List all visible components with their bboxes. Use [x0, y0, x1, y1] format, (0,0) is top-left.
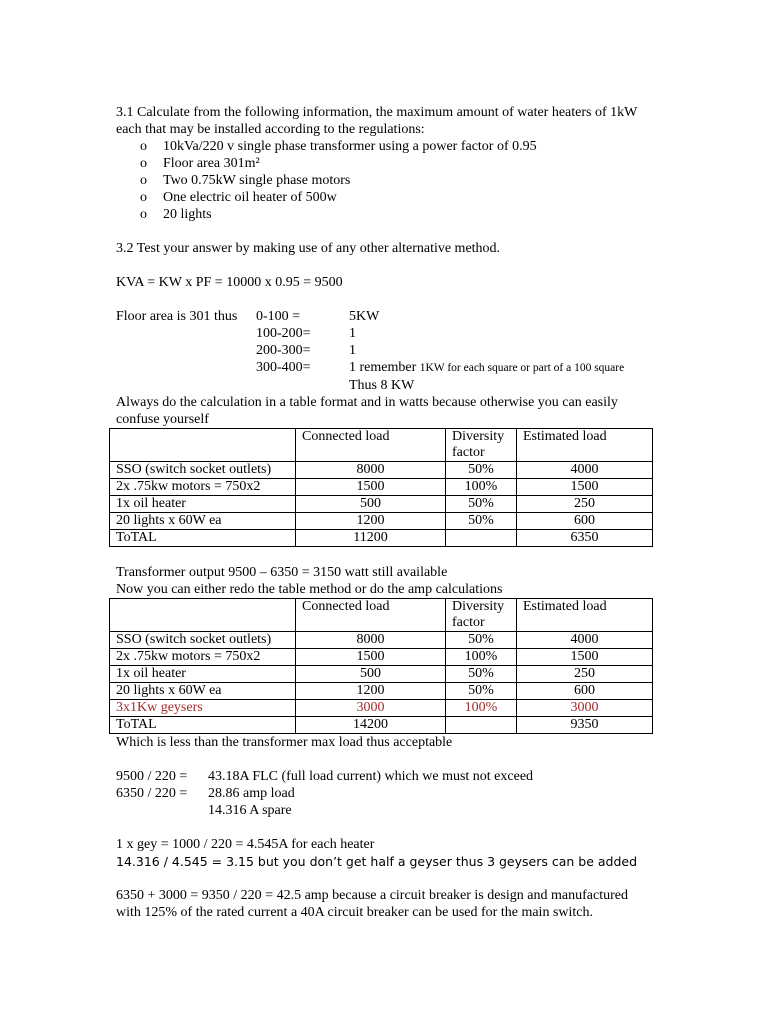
- table-cell: 100%: [446, 649, 517, 666]
- table-row: [110, 666, 653, 683]
- redo-line: Now you can either redo the table method or do the amp calculations: [116, 582, 503, 597]
- amp-equation: [116, 802, 208, 819]
- advice-text: Always do the calculation in a table format and in watts because otherwise you can easily confuse yourself: [116, 395, 618, 427]
- table-row: [110, 649, 653, 666]
- table-cell: 14200: [296, 717, 446, 734]
- table-cell: 50%: [446, 683, 517, 700]
- acceptable-line: Which is less than the transformer max load thus acceptable: [116, 735, 453, 750]
- table-header: Connected load: [296, 599, 446, 632]
- floor-range: 300-400=: [256, 360, 311, 375]
- table-cell: 11200: [296, 530, 446, 547]
- table-cell: 1x oil heater: [110, 496, 296, 513]
- table-cell: 50%: [446, 462, 517, 479]
- floor-kw: 1 remember: [349, 360, 417, 375]
- table-cell: 3x1Kw geysers: [110, 700, 296, 717]
- load-table-1: [109, 428, 653, 547]
- floor-kw: 1: [349, 343, 356, 358]
- list-item: o 10kVa/220 v single phase transformer using a power factor of 0.95: [140, 138, 656, 155]
- load-table-2: [109, 598, 653, 734]
- floor-range: 200-300=: [256, 343, 311, 358]
- table-cell: 500: [296, 496, 446, 513]
- table-header: Diversity factor: [446, 429, 517, 462]
- table-header: [110, 599, 296, 632]
- table-cell: [446, 530, 517, 547]
- list-item: o 20 lights: [140, 206, 656, 223]
- table-cell: 4000: [517, 632, 653, 649]
- list-item: o Floor area 301m²: [140, 155, 656, 172]
- table-header: Connected load: [296, 429, 446, 462]
- table-total-row: [110, 717, 653, 734]
- transformer-output-line: Transformer output 9500 – 6350 = 3150 watt still available: [116, 565, 448, 580]
- table-cell: 6350: [517, 530, 653, 547]
- table-cell: 1x oil heater: [110, 666, 296, 683]
- table-cell: 500: [296, 666, 446, 683]
- floor-note: 1KW for each square or part of a 100 square: [419, 362, 625, 374]
- final-conclusion: 6350 + 3000 = 9350 / 220 = 42.5 amp because a circuit breaker is design and manufactured with 125% of the rated current a 40A circuit breaker can be used for the main switch.: [116, 888, 628, 920]
- table-header: Diversity factor: [446, 599, 517, 632]
- table-cell: 1500: [296, 649, 446, 666]
- table-cell: 1500: [296, 479, 446, 496]
- table-row: [110, 496, 653, 513]
- question-3-1: 3.1 Calculate from the following information, the maximum amount of water heaters of 1kW each that may be installed according to the regulations:: [116, 105, 638, 137]
- table-cell: 50%: [446, 666, 517, 683]
- table-cell: 1200: [296, 513, 446, 530]
- table-cell: ToTAL: [110, 717, 296, 734]
- amp-result: 14.316 A spare: [208, 803, 292, 818]
- table-cell: ToTAL: [110, 530, 296, 547]
- floor-range: 0-100 =: [256, 309, 301, 324]
- table-cell: 20 lights x 60W ea: [110, 513, 296, 530]
- table-cell: [446, 717, 517, 734]
- table-cell: 3000: [517, 700, 653, 717]
- table-cell: SSO (switch socket outlets): [110, 462, 296, 479]
- kva-calculation: KVA = KW x PF = 10000 x 0.95 = 9500: [116, 275, 343, 290]
- table-cell: 600: [517, 683, 653, 700]
- table-cell: 50%: [446, 632, 517, 649]
- table-cell: 20 lights x 60W ea: [110, 683, 296, 700]
- table-cell: 1500: [517, 479, 653, 496]
- table-header: Estimated load: [517, 429, 653, 462]
- floor-kw: 1: [349, 326, 356, 341]
- amp-calculations: [116, 768, 656, 819]
- table-row: [110, 513, 653, 530]
- amp-result: 28.86 amp load: [208, 786, 295, 801]
- table-header: [110, 429, 296, 462]
- table-cell: 100%: [446, 700, 517, 717]
- list-item: o Two 0.75kW single phase motors: [140, 172, 656, 189]
- floor-kw: 5KW: [349, 309, 380, 324]
- table-cell: 8000: [296, 632, 446, 649]
- amp-result: 43.18A FLC (full load current) which we must not exceed: [208, 769, 534, 784]
- table-total-row: [110, 530, 653, 547]
- question-3-2: 3.2 Test your answer by making use of any other alternative method.: [116, 241, 501, 256]
- floor-area-breakdown: [116, 308, 656, 394]
- table-header: Estimated load: [517, 599, 653, 632]
- geyser-row: [110, 700, 653, 717]
- table-header-row: [110, 429, 653, 462]
- table-header-row: [110, 599, 653, 632]
- geyser-current-line: 1 x gey = 1000 / 220 = 4.545A for each heater: [116, 837, 375, 852]
- table-cell: 50%: [446, 496, 517, 513]
- table-cell: 1200: [296, 683, 446, 700]
- table-row: [110, 683, 653, 700]
- given-info-list: [116, 138, 656, 223]
- table-cell: SSO (switch socket outlets): [110, 632, 296, 649]
- table-row: [110, 632, 653, 649]
- table-cell: 50%: [446, 513, 517, 530]
- table-cell: 8000: [296, 462, 446, 479]
- table-cell: 250: [517, 666, 653, 683]
- table-cell: 600: [517, 513, 653, 530]
- table-cell: 2x .75kw motors = 750x2: [110, 479, 296, 496]
- amp-equation: 6350 / 220 =: [116, 786, 188, 801]
- table-row: [110, 479, 653, 496]
- table-cell: 2x .75kw motors = 750x2: [110, 649, 296, 666]
- table-row: [110, 462, 653, 479]
- floor-range: 100-200=: [256, 326, 311, 341]
- document-page: [116, 104, 656, 921]
- table-cell: 3000: [296, 700, 446, 717]
- table-cell: 1500: [517, 649, 653, 666]
- amp-equation: 9500 / 220 =: [116, 769, 188, 784]
- list-item: o One electric oil heater of 500w: [140, 189, 656, 206]
- table-cell: 100%: [446, 479, 517, 496]
- geyser-count-line: 14.316 / 4.545 = 3.15 but you don’t get half a geyser thus 3 geysers can be added: [116, 854, 638, 869]
- floor-total: Thus 8 KW: [349, 378, 415, 393]
- table-cell: 250: [517, 496, 653, 513]
- table-cell: 4000: [517, 462, 653, 479]
- table-cell: 9350: [517, 717, 653, 734]
- floor-label: Floor area is 301 thus: [116, 309, 238, 324]
